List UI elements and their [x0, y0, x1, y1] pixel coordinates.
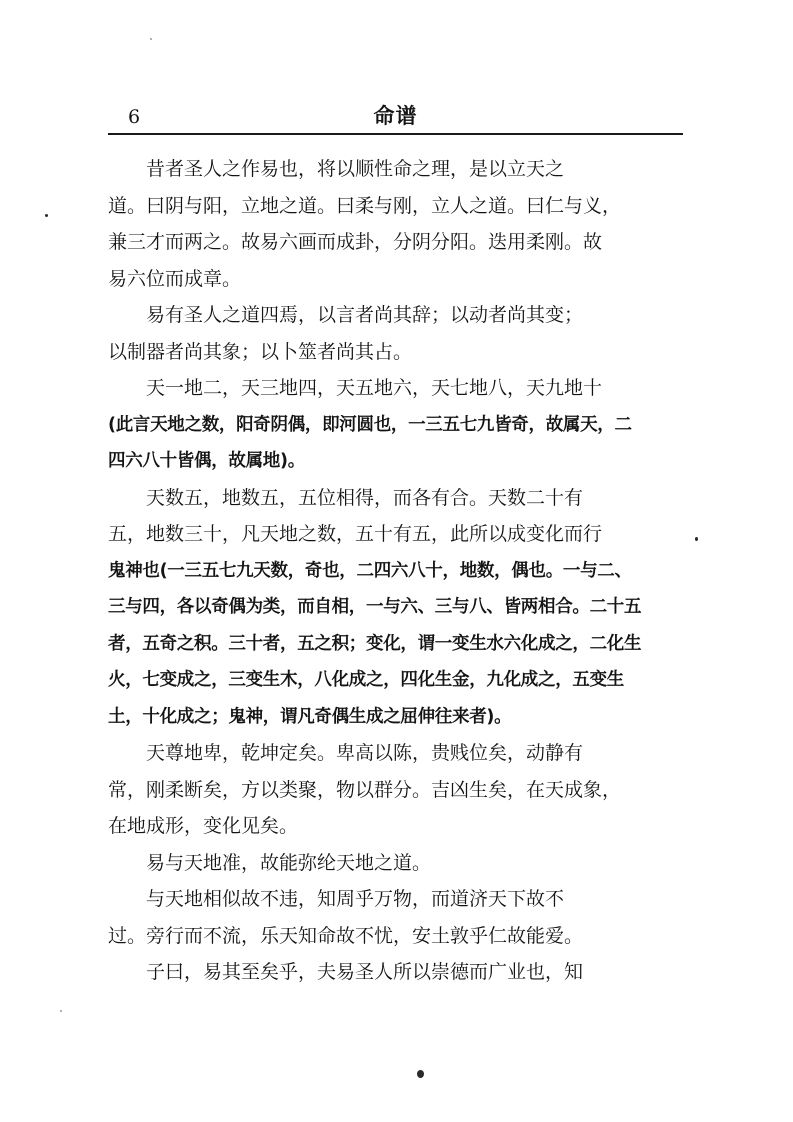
- annotation-line: (此言天地之数，阳奇阴偶，即河圆也，一三五七九皆奇，故属天，二: [108, 414, 632, 435]
- running-title: 命谱: [373, 103, 418, 128]
- text-line: 易有圣人之道四焉，以言者尚其辞；以动者尚其变；: [146, 304, 584, 326]
- annotation-line: 三与四，各以奇偶为类，而自相，一与六、三与八、皆两相合。二十五: [108, 597, 642, 617]
- text-line: 天一地二，天三地四，天五地六，天七地八，天九地十: [146, 377, 603, 399]
- scan-speck: [60, 1010, 62, 1012]
- text-line: 在地成形，变化见矣。: [108, 815, 299, 837]
- scan-speck: [695, 537, 698, 541]
- text-line: 过。旁行而不流，乐天知命故不忧，安土敦乎仁故能爱。: [108, 924, 584, 947]
- text-line: 兼三才而两之。故易六画而成卦，分阴分阳。迭用柔刚。故: [108, 231, 603, 253]
- text-line: 天尊地卑，乾坤定矣。卑高以陈，贵贱位矣，动静有: [146, 742, 584, 764]
- text-line: 昔者圣人之作易也，将以顺性命之理，是以立天之: [146, 158, 565, 180]
- text-line: 与天地相似故不违，知周乎万物，而道济天下故不: [146, 888, 565, 910]
- page-header: [108, 100, 683, 134]
- header-divider: [108, 133, 683, 135]
- scan-speck: [417, 1070, 424, 1078]
- text-line: 道。曰阴与阳，立地之道。曰柔与刚，立人之道。曰仁与义，: [108, 194, 622, 217]
- annotation-line: 者，五奇之积。三十者，五之积；变化，谓一变生水六化成之，二化生: [108, 633, 642, 654]
- text-line: 易与天地准，故能弥纶天地之道。: [146, 851, 432, 874]
- scan-speck: [45, 214, 48, 217]
- annotation-line: 四六八十皆偶，故属地)。: [108, 451, 305, 471]
- page-number: 6: [128, 106, 141, 128]
- annotation-line: 火，七变成之，三变生木，八化成之，四化生金，九化成之，五变生: [108, 670, 624, 690]
- text-line: 常，刚柔断矣，方以类聚，物以群分。吉凶生矣，在天成象，: [108, 778, 622, 801]
- text-line: 易六位而成章。: [108, 267, 242, 290]
- scan-speck: [150, 38, 152, 40]
- annotation-line: 土，十化成之；鬼神，谓凡奇偶生成之屈伸往来者)。: [108, 706, 512, 727]
- text-line: 以制器者尚其象；以卜筮者尚其占。: [108, 340, 413, 363]
- text-line: 五，地数三十，凡天地之数，五十有五，此所以成变化而行: [108, 523, 603, 545]
- text-line: 天数五，地数五，五位相得，而各有合。天数二十有: [146, 486, 584, 509]
- annotation-line: 鬼神也(一三五七九天数，奇也，二四六八十，地数，偶也。一与二、: [108, 560, 632, 581]
- body-text: [108, 151, 683, 991]
- text-line: 子曰，易其至矣乎，夫易圣人所以崇德而广业也，知: [146, 961, 584, 983]
